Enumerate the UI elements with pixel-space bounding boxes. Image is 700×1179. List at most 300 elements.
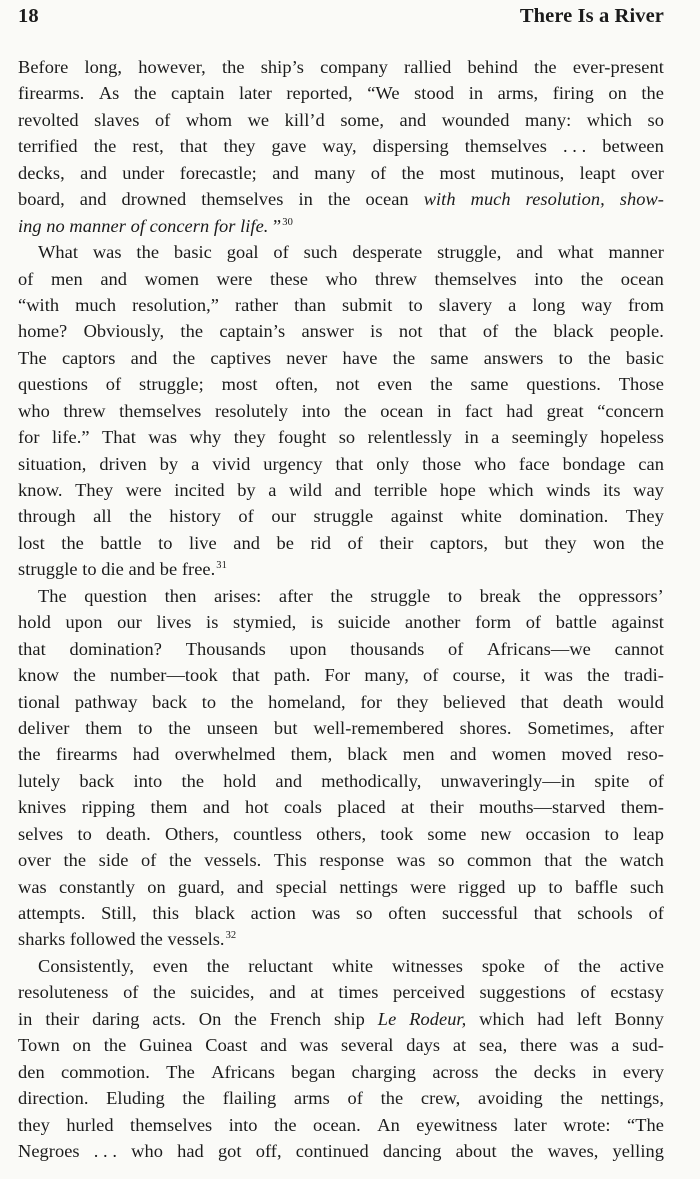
word-text: on — [147, 876, 166, 897]
word — [18, 821, 63, 847]
word — [340, 107, 384, 133]
word-text: than — [294, 294, 327, 315]
word-text: to — [158, 532, 173, 553]
word — [70, 926, 136, 952]
word — [479, 979, 565, 1005]
word-text: driven — [99, 453, 147, 474]
word-text: would — [617, 691, 664, 712]
text-line — [18, 133, 664, 159]
word — [180, 318, 203, 344]
word-text: several — [341, 1035, 394, 1056]
word — [458, 874, 505, 900]
word — [18, 1085, 88, 1111]
word — [73, 1032, 92, 1058]
word — [506, 398, 533, 424]
word — [563, 689, 603, 715]
word — [620, 953, 664, 979]
word — [380, 398, 423, 424]
word — [122, 160, 164, 186]
word — [152, 689, 187, 715]
word — [218, 1138, 242, 1164]
word-text: rather — [235, 294, 279, 315]
word — [141, 847, 156, 873]
word — [575, 874, 618, 900]
word — [581, 292, 612, 318]
word-text: rigged — [458, 876, 506, 897]
word-text: For — [324, 665, 351, 686]
word — [85, 54, 123, 80]
word-text: others, — [316, 823, 367, 844]
word — [195, 900, 235, 926]
word — [626, 345, 664, 371]
word — [175, 741, 276, 767]
word-text: had — [537, 1008, 564, 1029]
word-text: is — [310, 612, 324, 633]
word — [388, 900, 426, 926]
word-text: Le — [377, 1008, 397, 1029]
word — [479, 1006, 524, 1032]
word — [341, 1032, 393, 1058]
word — [487, 636, 591, 662]
word — [342, 292, 392, 318]
word — [155, 107, 170, 133]
word — [495, 1059, 518, 1085]
word — [212, 451, 250, 477]
word-text: struggle, — [437, 242, 502, 263]
word — [335, 477, 362, 503]
word — [102, 424, 136, 450]
word-text: arms — [293, 1088, 330, 1109]
word — [18, 477, 63, 503]
word — [585, 847, 608, 873]
word — [153, 979, 176, 1005]
word-text: times — [338, 982, 379, 1003]
word-text: and — [80, 162, 107, 183]
word-text: was — [396, 850, 426, 871]
word — [377, 371, 412, 397]
word — [222, 54, 245, 80]
word-text: company — [320, 57, 388, 77]
word — [479, 1032, 507, 1058]
word-text: the — [180, 321, 204, 342]
word-text: their — [379, 532, 414, 553]
word — [206, 609, 218, 635]
word — [641, 530, 664, 556]
word — [85, 715, 122, 741]
word-text: ing no manner of concern for life. — [18, 215, 269, 236]
word — [119, 398, 201, 424]
word-text: the — [641, 532, 664, 553]
word — [619, 371, 664, 397]
word-text: know. — [18, 480, 63, 500]
word — [647, 107, 663, 133]
word-text: back — [79, 770, 115, 791]
word-text: left — [576, 1008, 602, 1029]
word — [313, 1112, 361, 1138]
word — [207, 715, 258, 741]
word — [274, 1112, 297, 1138]
word-text: the — [168, 717, 191, 738]
word — [469, 80, 483, 106]
word — [18, 398, 50, 424]
word-text: and — [269, 982, 296, 1003]
text-line — [18, 1112, 664, 1138]
word-text: was — [299, 1035, 329, 1056]
word-text: of — [105, 374, 122, 395]
word — [443, 689, 506, 715]
word — [66, 609, 103, 635]
word-text: some — [427, 823, 467, 844]
word-text: and — [100, 268, 128, 289]
word-text: they — [396, 691, 429, 712]
word-text: Negroes — [18, 1140, 80, 1161]
word-text: the — [580, 268, 604, 289]
word — [338, 979, 378, 1005]
word-text: were — [125, 480, 162, 500]
word-text: of — [141, 850, 157, 871]
word — [427, 821, 466, 847]
word-text: “concern — [597, 400, 664, 421]
word-text: of — [448, 638, 464, 659]
word-text: the — [181, 770, 205, 791]
word — [456, 1138, 497, 1164]
text-line — [18, 926, 664, 952]
word — [558, 345, 572, 371]
word-text: ocean — [620, 268, 664, 289]
word-text: captives — [210, 347, 272, 368]
word-text: hopeless — [600, 427, 664, 448]
word-text: into — [301, 400, 331, 421]
word — [448, 636, 463, 662]
word-text: long — [532, 294, 566, 315]
word-text: over — [631, 162, 664, 183]
word — [173, 345, 196, 371]
word-text: lost — [18, 532, 45, 553]
word-text: submit — [342, 294, 393, 315]
word — [570, 1032, 599, 1058]
word-text: many: — [525, 109, 572, 130]
word — [18, 979, 109, 1005]
word — [223, 768, 256, 794]
word — [439, 160, 475, 186]
word — [613, 1138, 664, 1164]
word-text: goal — [226, 242, 259, 263]
word-text: in — [436, 400, 452, 421]
text-line — [18, 874, 664, 900]
word-text: it — [519, 665, 531, 686]
word-text: struggle — [313, 506, 374, 527]
word-text: many — [314, 162, 356, 183]
word-text: what — [557, 242, 594, 263]
word-text: and — [130, 347, 158, 368]
word — [578, 953, 601, 979]
word-text: waves, — [547, 1140, 599, 1161]
word-text: many, — [364, 665, 409, 686]
word — [18, 107, 79, 133]
word-text: on — [72, 1035, 92, 1056]
word — [106, 821, 151, 847]
word — [579, 583, 664, 609]
word-text: who — [474, 453, 506, 474]
word-text: homeland, — [268, 691, 346, 712]
word-text: firearms. — [18, 83, 85, 104]
word — [18, 636, 46, 662]
word-text: against — [390, 506, 444, 527]
word — [215, 398, 288, 424]
word — [304, 239, 338, 265]
word — [508, 292, 516, 318]
word — [203, 794, 230, 820]
word-text: into — [534, 268, 564, 289]
word-text: that — [179, 136, 208, 157]
word-text: nettings — [339, 876, 398, 897]
word — [580, 160, 616, 186]
word-text: the — [169, 850, 192, 871]
word-text: great — [546, 400, 584, 421]
word — [610, 318, 664, 344]
word — [169, 503, 220, 529]
word-text: vivid — [212, 453, 251, 474]
word — [117, 609, 142, 635]
word — [371, 583, 431, 609]
word-text: hope — [439, 480, 476, 500]
word — [511, 1138, 534, 1164]
word-text: Others, — [164, 823, 219, 844]
word-text: moved — [561, 744, 612, 765]
word-text: of — [273, 242, 289, 263]
word — [18, 1138, 80, 1164]
word — [373, 133, 449, 159]
word-text: ecstasy — [610, 982, 664, 1003]
word — [84, 583, 147, 609]
word-text: placed — [337, 797, 386, 818]
word — [300, 1032, 329, 1058]
word — [182, 1085, 205, 1111]
word-text: often — [388, 903, 427, 923]
word — [401, 160, 424, 186]
word — [608, 80, 627, 106]
word — [465, 398, 493, 424]
word — [38, 583, 67, 609]
word-text: They — [75, 480, 114, 500]
text-line — [18, 239, 664, 265]
word-text: captain — [171, 83, 225, 104]
word-text: was — [18, 876, 47, 897]
word-text: the — [392, 347, 416, 368]
text-line — [18, 398, 664, 424]
word-text: which — [479, 1008, 525, 1029]
word-text: Rodeur, — [409, 1008, 467, 1029]
word — [59, 874, 135, 900]
word — [602, 133, 664, 159]
word-text: . . . — [93, 1140, 118, 1161]
word-text: basic — [625, 347, 664, 368]
word — [534, 266, 563, 292]
word — [80, 186, 107, 212]
word — [145, 266, 199, 292]
word-text: had — [506, 400, 534, 421]
word — [18, 424, 40, 450]
word — [223, 1085, 277, 1111]
word-text: men — [402, 744, 435, 765]
word-text: urgency — [263, 453, 323, 474]
word-text: through — [18, 506, 76, 527]
word-text: began — [291, 1061, 336, 1082]
word — [414, 80, 454, 106]
word — [537, 1006, 564, 1032]
word — [397, 847, 426, 873]
word-text: flailing — [222, 1088, 277, 1109]
word — [424, 186, 456, 212]
text-line — [18, 1032, 664, 1058]
word — [587, 107, 632, 133]
word — [211, 1059, 275, 1085]
word — [245, 794, 269, 820]
word — [548, 1138, 599, 1164]
text-line — [18, 636, 664, 662]
word-text: who — [325, 268, 358, 289]
word — [538, 583, 561, 609]
word-text: arises: — [214, 585, 262, 606]
word — [166, 1059, 195, 1085]
word — [505, 530, 529, 556]
word — [289, 477, 322, 503]
word-text: upon — [289, 638, 327, 659]
word — [18, 689, 60, 715]
word-text: countless — [233, 823, 303, 844]
word-text: knives — [18, 797, 67, 818]
word — [560, 1085, 583, 1111]
word — [138, 54, 206, 80]
word-text: white — [460, 506, 502, 527]
word — [352, 1059, 416, 1085]
word-text: hot — [244, 797, 269, 818]
text-line — [18, 609, 664, 635]
word — [273, 213, 293, 239]
word-text: can — [638, 453, 664, 474]
word — [440, 477, 476, 503]
word-text: ever-present — [572, 57, 664, 77]
word — [368, 424, 452, 450]
running-head — [18, 5, 664, 28]
word-text: eyewitness — [416, 1114, 498, 1135]
word-text: slaves — [94, 109, 140, 130]
word-text: unwaveringly—in — [440, 770, 576, 791]
word — [133, 768, 162, 794]
word-text: wild — [289, 480, 322, 500]
word — [165, 821, 219, 847]
word — [18, 133, 78, 159]
word — [18, 715, 69, 741]
word — [339, 874, 398, 900]
word — [180, 160, 257, 186]
word-text: over — [18, 850, 51, 871]
word — [326, 266, 358, 292]
word-text: Sometimes, — [527, 717, 615, 738]
word-text: the — [534, 57, 557, 77]
word-text: way, — [322, 136, 357, 157]
word-text: was — [92, 242, 122, 263]
word — [439, 318, 467, 344]
word-text: to — [201, 691, 217, 712]
text-line — [18, 741, 664, 767]
word — [481, 821, 512, 847]
word — [556, 609, 597, 635]
word-text: As — [98, 83, 120, 104]
word — [279, 583, 313, 609]
word-text: the — [343, 400, 367, 421]
text-line — [18, 583, 664, 609]
word-text: decks — [533, 1061, 576, 1082]
word — [393, 979, 465, 1005]
word-text: That — [101, 427, 136, 448]
word-text: took — [380, 823, 414, 844]
text-line — [18, 794, 664, 820]
word-text: unseen — [206, 717, 259, 738]
word — [400, 107, 427, 133]
word-text: break — [479, 585, 521, 606]
word — [526, 186, 605, 212]
word-text: special — [275, 876, 328, 897]
word-text: the — [63, 850, 87, 871]
word — [18, 371, 88, 397]
word-text: them — [150, 797, 188, 818]
word-text: so — [437, 850, 455, 871]
word-text: from — [627, 294, 664, 315]
word — [92, 1006, 139, 1032]
word-text: was — [569, 1035, 599, 1056]
text-line — [18, 186, 664, 212]
word-text: lives — [156, 612, 192, 633]
word — [343, 345, 378, 371]
word-text: The — [166, 1061, 195, 1082]
word-text: mouths—starved — [479, 797, 606, 818]
word-text: Those — [618, 374, 664, 395]
word — [548, 874, 562, 900]
word-text: the — [73, 665, 96, 686]
word — [139, 371, 204, 397]
word-text: domination. — [519, 506, 609, 527]
word-text: know — [18, 665, 60, 686]
word-text: the — [273, 1114, 297, 1135]
word — [320, 54, 388, 80]
word — [371, 160, 386, 186]
word-text: and — [334, 480, 362, 500]
word-text: question — [84, 585, 148, 606]
word-text: seemingly — [511, 427, 588, 448]
word — [63, 398, 105, 424]
word — [498, 80, 539, 106]
word — [248, 953, 313, 979]
text-line — [18, 80, 664, 106]
word — [38, 953, 134, 979]
word-text: history — [169, 506, 221, 527]
word — [627, 741, 664, 767]
word — [251, 900, 296, 926]
word-text: common — [467, 850, 532, 871]
word-text: they — [233, 427, 266, 448]
word — [615, 636, 664, 662]
word — [205, 1032, 247, 1058]
word — [649, 768, 664, 794]
word-text: under — [122, 162, 165, 183]
word-text: life.” — [52, 427, 90, 448]
word — [310, 530, 331, 556]
word-text: face — [518, 453, 550, 474]
word — [18, 345, 47, 371]
word-text: dispersing — [372, 136, 449, 157]
word-text: the — [430, 374, 453, 395]
